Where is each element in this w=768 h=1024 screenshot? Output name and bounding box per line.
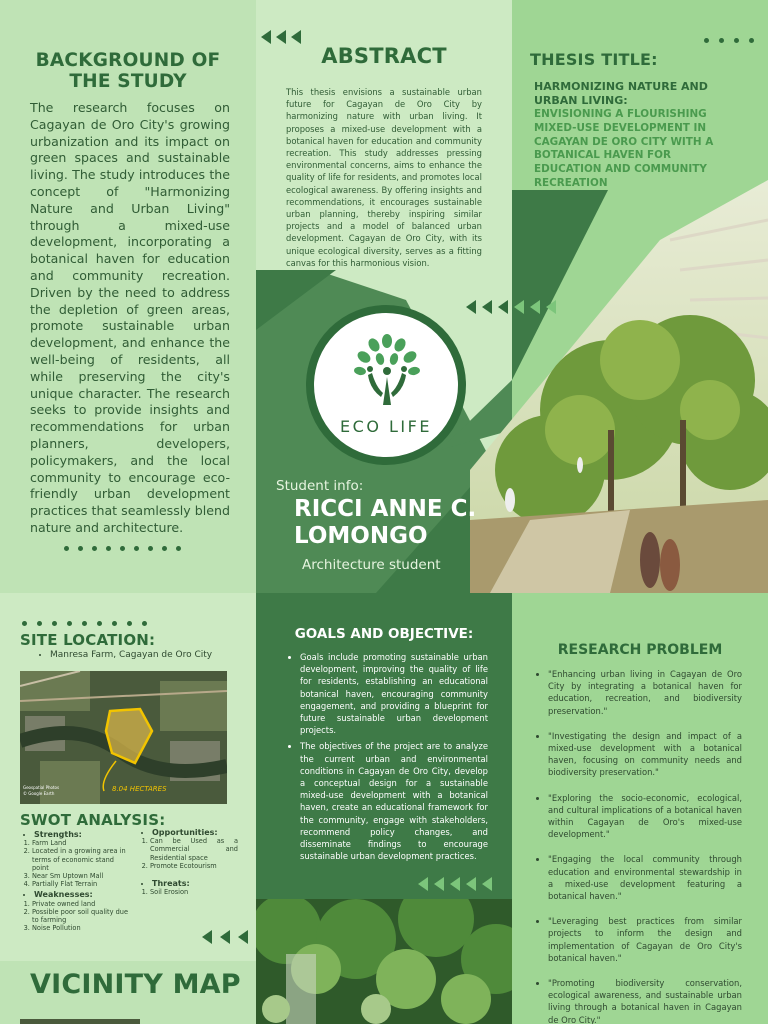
site-location-list — [36, 650, 212, 664]
weakness-item: 2. Possible poor soil quality due to farming — [32, 908, 130, 924]
weaknesses-label: • Weaknesses: — [34, 891, 130, 899]
research-item: • "Promoting biodiversity conservation, ecological awareness, and sustainable urban living through a botanical haven in Cagayan de Oro City." — [548, 977, 742, 1024]
research-panel — [512, 593, 768, 1024]
strength-item: 1. Farm Land — [32, 839, 130, 847]
background-body: The research focuses on Cagayan de Oro City's growing urbanization and its impact on green spaces and sustainable living. The study introduces the concept of "Harmonizing Nature and Urban Living" through a mixed-use development, incorporating a botanical haven for education and community recreation. Driven by the need to address the depletion of green areas, promote sustainable urban development, and enhance the well-being of residents, all while preserving the city's unique character. The research seeks to provide insights and recommendations for urban planners, developers, policymakers, and the local community to encourage eco-friendly urban development practices that seamlessly blend nature and architecture. — [30, 100, 230, 535]
site-location: • Manresa Farm, Cagayan de Oro City — [50, 650, 212, 660]
thesis-title-line1: HARMONIZING NATURE AND URBAN LIVING: — [534, 80, 708, 107]
map-credit-1: Geospatial Photos — [23, 785, 60, 790]
research-title: RESEARCH PROBLEM — [557, 642, 723, 658]
weakness-item: 3. Noise Pollution — [32, 924, 130, 932]
strengths-list — [20, 839, 130, 888]
threat-item: 1. Soil Erosion — [150, 888, 238, 896]
opportunity-item: 1. Can be Used as a Commercial and Residential space — [150, 837, 238, 862]
site-title: SITE LOCATION: — [20, 631, 156, 649]
student-label: Student info: — [276, 478, 364, 494]
dots-site — [22, 621, 147, 626]
arrows-top — [256, 30, 301, 44]
eco-life-logo — [306, 305, 466, 465]
abstract-title: ABSTRACT — [321, 44, 447, 68]
thesis-label: THESIS TITLE: — [530, 50, 658, 69]
opportunity-item: 2. Promote Ecotourism — [150, 862, 238, 870]
arrows-goals — [418, 877, 492, 891]
forest-photo — [256, 899, 512, 1024]
tree-people-icon — [352, 333, 422, 405]
research-item: • "Exploring the socio-economic, ecological, and cultural implications of a botanical haven within Cagayan de Oro's mixed-use development." — [548, 792, 742, 841]
arrows-mid — [466, 300, 556, 314]
student-role: Architecture student — [302, 557, 441, 573]
student-name-line2: LOMONGO — [294, 523, 428, 549]
strengths-label: • Strengths: — [34, 831, 130, 839]
goals-list — [286, 651, 488, 866]
thesis-title-line2: ENVISIONING A FLOURISHING MIXED-USE DEVELOPMENT IN CAGAYAN DE ORO CITY WITH A BOTANICAL HAVEN FOR EDUCATION AND COMMUNITY RECREATION — [534, 108, 714, 189]
site-map — [20, 671, 227, 804]
research-item: • "Enhancing urban living in Cagayan de Oro City by integrating a botanical haven for education, recreation, and biodiversity preservation." — [548, 668, 742, 717]
site-panel — [0, 593, 256, 1024]
goal-item: • The objectives of the project are to analyze the current urban and environmental conditions in Cagayan de Oro City, develop a conceptual design for a sustainable mixed-use development with a botanical haven, create an educational framework for the community, engage with stakeholders, recommend policy changes, and disseminate findings to encourage sustainable urban development practices. — [300, 740, 488, 862]
dots-decoration — [64, 546, 181, 551]
student-name-line1: RICCI ANNE C. — [294, 496, 477, 522]
weakness-item: 1. Private owned land — [32, 900, 130, 908]
opportunities-list — [138, 837, 238, 870]
arrows-bottom-left — [202, 930, 256, 944]
logo-text: ECO LIFE — [340, 417, 432, 436]
map-credit-2: © Google Earth — [23, 791, 55, 796]
threats-list — [138, 888, 238, 896]
swot-right — [138, 829, 238, 896]
goal-item: • Goals include promoting sustainable urban development, improving the quality of life for residents, establishing an educational botanical haven, encouraging community engagement, and providing a blueprint for future sustainable urban development projects. — [300, 651, 488, 736]
vicinity-title: VICINITY MAP — [30, 969, 241, 1000]
threats-label: • Threats: — [152, 880, 238, 888]
research-item: • "Leveraging best practices from similar projects to inform the design and implementation of Cagayan de Oro City's botanical haven." — [548, 915, 742, 964]
research-item: • "Investigating the design and impact of a mixed-use development with a botanical haven, focusing on community needs and biodiversity preservation." — [548, 730, 742, 779]
research-list — [534, 668, 742, 1024]
background-panel — [0, 0, 256, 593]
goals-title: GOALS AND OBJECTIVE: — [294, 626, 474, 642]
botanical-photo — [470, 180, 768, 593]
strength-item: 4. Partially Flat Terrain — [32, 880, 130, 888]
strength-item: 3. Near Sm Uptown Mall — [32, 872, 130, 880]
map-annotation: 8.04 HECTARES — [112, 785, 167, 793]
abstract-body: This thesis envisions a sustainable urban future for Cagayan de Oro City by harmonizing nature with urban living. It proposes a mixed-use development with a botanical haven for education and community recreation. This study addresses pressing environmental concerns, aims to enhance the quality of life for residents, and promotes local ecological awareness. By offering insights and recommendations, it encourages sustainable urban planning, thereby inspiring similar projects and a model of balanced urban development. Cagayan de Oro City, with its unique ecological diversity, serves as a fitting canvas for this harmonious vision. — [286, 87, 482, 268]
opportunities-label: • Opportunities: — [152, 829, 238, 837]
background-title: BACKGROUND OF THE STUDY — [35, 50, 221, 92]
dots-top-right — [704, 38, 754, 43]
research-item: • "Engaging the local community through education and environmental stewardship in a mixed-use development featuring a botanical haven." — [548, 853, 742, 902]
weaknesses-list — [20, 900, 130, 933]
strength-item: 2. Located in a growing area in terms of economic stand point — [32, 847, 130, 872]
goals-panel — [256, 593, 512, 1024]
vicinity-map-preview — [20, 1019, 140, 1024]
swot-left — [20, 831, 130, 932]
swot-title: SWOT ANALYSIS: — [20, 811, 166, 829]
